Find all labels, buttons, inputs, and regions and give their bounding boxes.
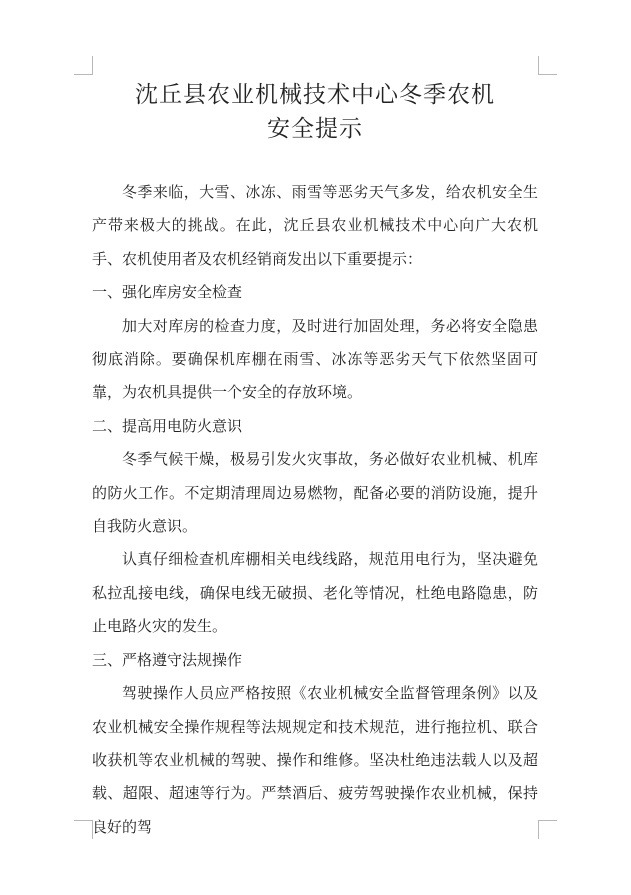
document-title — [92, 78, 538, 146]
section-1-paragraph: 加大对库房的检查力度，及时进行加固处理，务必将安全隐患彻底消除。要确保机库棚在雨雪、冰冻等恶劣天气下依然坚固可靠，为农机具提供一个安全的存放环境。 — [92, 316, 538, 402]
section-2-paragraph-1: 冬季气候干燥，极易引发火灾事故，务必做好农业机械、机库的防火工作。不定期清理周边易燃物，配备必要的消防设施，提升自我防火意识。 — [92, 450, 538, 536]
section-1-heading: 一、强化库房安全检查 — [92, 283, 243, 302]
title-line-2: 安全提示 — [267, 116, 363, 142]
title-line-1: 沈丘县农业机械技术中心冬季农机 — [135, 82, 495, 108]
section-3-heading: 三、严格遵守法规操作 — [92, 650, 243, 669]
crop-mark-top-left — [74, 56, 93, 75]
section-2-paragraph-2: 认真仔细检查机库棚相关电线线路，规范用电行为，坚决避免私拉乱接电线，确保电线无破损、老化等情况，杜绝电路隐患，防止电路火灾的发生。 — [92, 550, 538, 636]
document-body — [92, 176, 538, 844]
section-2-heading: 二、提高用电防火意识 — [92, 416, 243, 435]
section-3-paragraph: 驾驶操作人员应严格按照《农业机械安全监督管理条例》以及农业机械安全操作规程等法规规定和技术规范，进行拖拉机、联合收获机等农业机械的驾驶、操作和维修。坚决杜绝违法载人以及超载、超限、超速等行为。严禁酒后、疲劳驾驶操作农业机械，保持良好的驾 — [92, 684, 538, 836]
intro-paragraph: 冬季来临，大雪、冰冻、雨雪等恶劣天气多发，给农机安全生产带来极大的挑战。在此，沈丘县农业机械技术中心向广大农机手、农机使用者及农机经销商发出以下重要提示： — [92, 183, 538, 268]
crop-mark-top-right — [538, 56, 557, 75]
crop-mark-bottom-right — [538, 820, 557, 839]
crop-mark-bottom-left — [74, 820, 93, 839]
